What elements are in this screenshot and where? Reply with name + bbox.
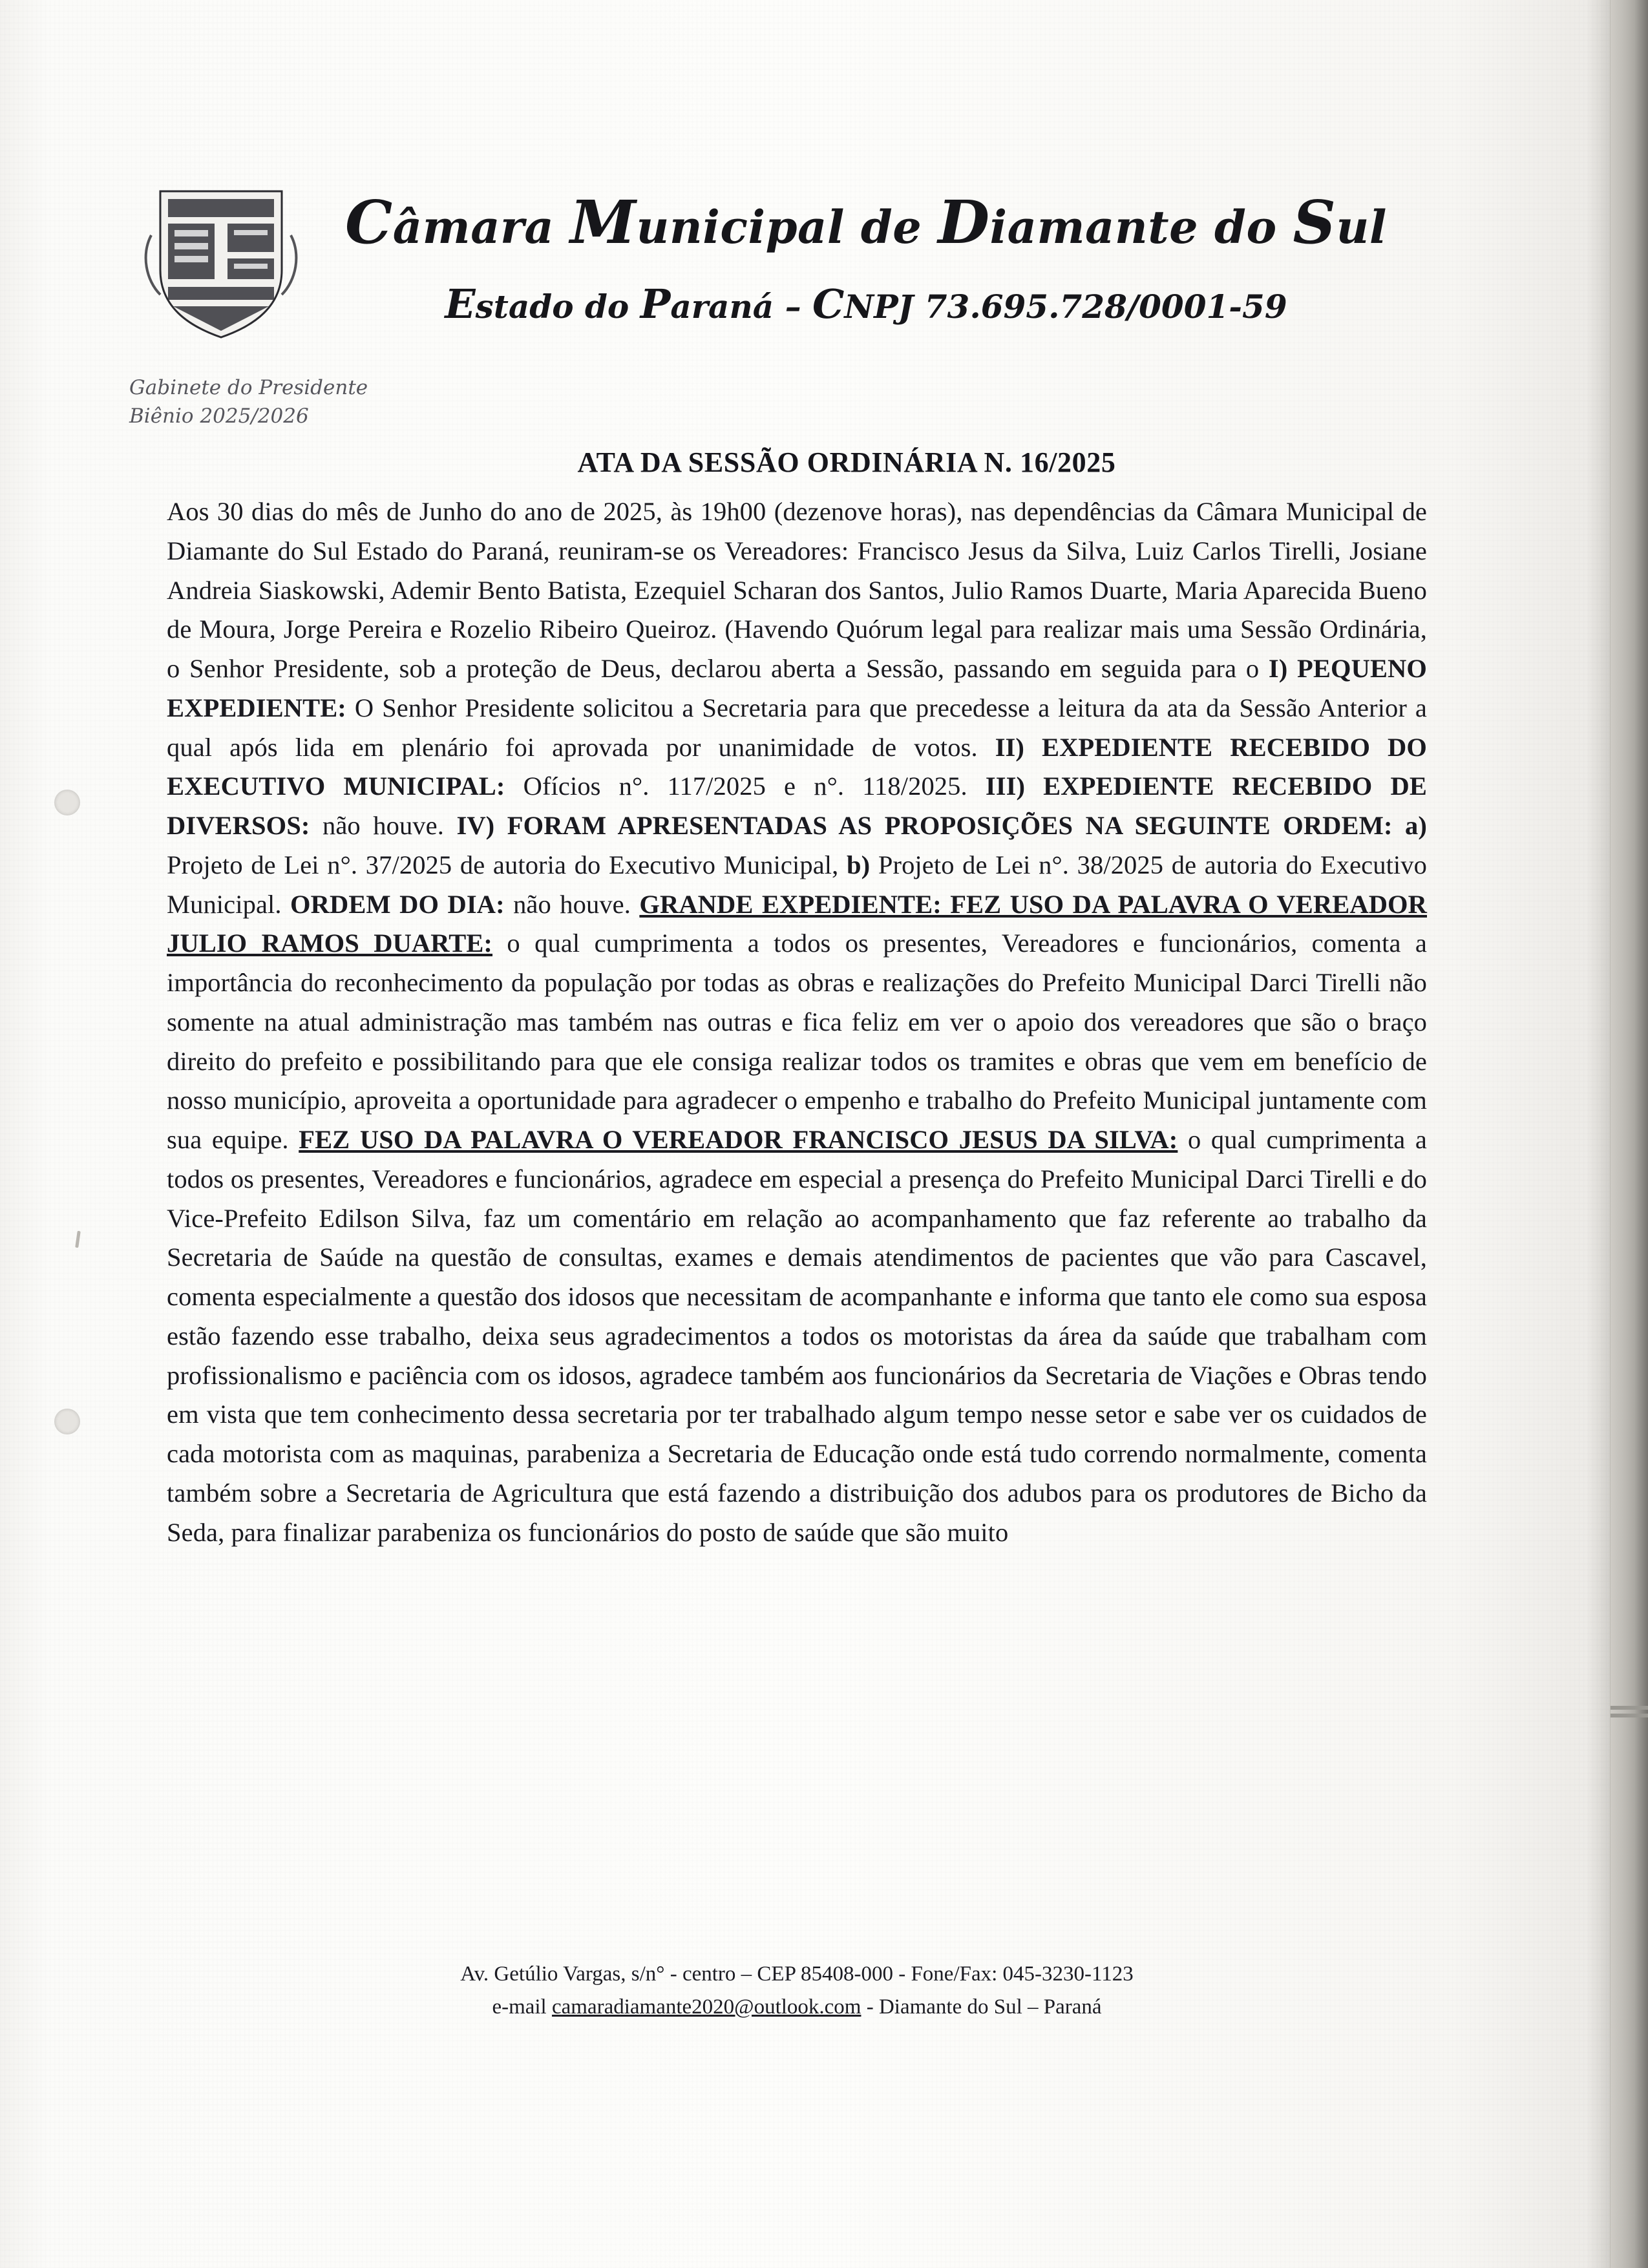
footer-email-suffix: - Diamante do Sul – Paraná	[861, 1995, 1102, 2019]
masthead	[336, 187, 1396, 328]
footer-email-line	[167, 1991, 1427, 2024]
page-footer	[167, 1958, 1427, 2024]
office-block	[129, 373, 368, 430]
hole-punch-mark	[54, 790, 80, 815]
footer-email-address[interactable]: camaradiamante2020@outlook.com	[551, 1995, 861, 2019]
document-body: Aos 30 dias do mês de Junho do ano de 2025, às 19h00 (dezenove horas), nas dependências da Câmara Municipal de Diamante do Sul Estado do Paraná, reuniram-se os Vereadores: Francisco Jesus da Silva, Luiz Carlos Tirelli, Josiane Andreia Siaskowski, Ademir Bento Batista, Ezequiel Scharan dos Santos, Julio Ramos Duarte, Maria Aparecida Bueno de Moura, Jorge Pereira e Rozelio Ribeiro Queiroz. (Havendo Quórum legal para realizar mais uma Sessão Ordinária, o Senhor Presidente, sob a proteção de Deus, declarou aberta a Sessão, passando em seguida para o I) PEQUENO EXPEDIENTE: O Senhor Presidente solicitou a Secretaria para que precedesse a leitura da ata da Sessão Anterior a qual após lida em plenário foi aprovada por unanimidade de votos. II) EXPEDIENTE RECEBIDO DO EXECUTIVO MUNICIPAL: Ofícios n°. 117/2025 e n°. 118/2025. III) EXPEDIENTE RECEBIDO DE DIVERSOS: não houve. IV) FORAM APRESENTADAS AS PROPOSIÇÕES NA SEGUINTE ORDEM: a) Projeto de Lei n°. 37/2025 de autoria do Executivo Municipal, b) Projeto de Lei n°. 38/2025 de autoria do Executivo Municipal. ORDEM DO DIA: não houve. GRANDE EXPEDIENTE: FEZ USO DA PALAVRA O VEREADOR JULIO RAMOS DUARTE: o qual cumprimenta a todos os presentes, Vereadores e funcionários, comenta a importância do reconhecimento da população por todas as obras e realizações do Prefeito Municipal Darci Tirelli não somente na atual administração mas também nas outras e fica feliz em ver o apoio dos vereadores que são o braço direito do prefeito e possibilitando para que ele consiga realizar todos os tramites e obras que vem em benefício de nosso município, aproveita a oportunidade para agradecer o empenho e trabalho do Prefeito Municipal juntamente com sua equipe. FEZ USO DA PALAVRA O VEREADOR FRANCISCO JESUS DA SILVA: o qual cumprimenta a todos os presentes, Vereadores e funcionários, agradece em especial a presença do Prefeito Municipal Darci Tirelli e do Vice-Prefeito Edilson Silva, faz um comentário em relação ao acompanhamento que faz referente ao trabalho da Secretaria de Saúde na questão de consultas, exames e demais atendimentos de pacientes que vão para Cascavel, comenta especialmente a questão dos idosos que necessitam de acompanhante e informa que tanto ele como sua esposa estão fazendo esse trabalho, deixa seus agradecimentos a todos os motoristas da área da saúde que trabalham com profissionalismo e paciência com os idosos, agradece também aos funcionários da Secretaria de Viações e Obras tendo em vista que tem conhecimento dessa secretaria por ter trabalhado algum tempo nesse setor e sabe ver os cuidados de cada motorista com as maquinas, parabeniza a Secretaria de Educação onde está tudo correndo normalmente, comenta também sobre a Secretaria de Agricultura que está fazendo a distribuição dos adubos para os produtores de Bicho da Seda, para finalizar parabeniza os funcionários do posto de saúde que são muito	[167, 497, 1428, 1547]
scan-shadow-gradient	[1586, 0, 1648, 2268]
scan-edge-notch	[1611, 1714, 1648, 1717]
hole-punch-mark	[54, 1409, 80, 1434]
institution-title: Câmara Municipal de Diamante do Sul	[345, 187, 1387, 257]
office-line-1: Gabinete do Presidente	[129, 376, 368, 399]
coat-of-arms-icon	[134, 173, 308, 346]
footer-email-prefix: e-mail	[492, 1995, 552, 2019]
document-title-text: ATA DA SESSÃO ORDINÁRIA N. 16/2025	[577, 446, 1116, 478]
office-line-2: Biênio 2025/2026	[129, 404, 309, 428]
document-title	[0, 446, 1648, 479]
scan-edge-notch	[1611, 1706, 1648, 1710]
institution-subtitle: Estado do Paraná – CNPJ 73.695.728/0001-59	[445, 280, 1287, 328]
footer-address-line: Av. Getúlio Vargas, s/n° - centro – CEP 85408-000 - Fone/Fax: 045-3230-1123	[460, 1962, 1134, 1986]
